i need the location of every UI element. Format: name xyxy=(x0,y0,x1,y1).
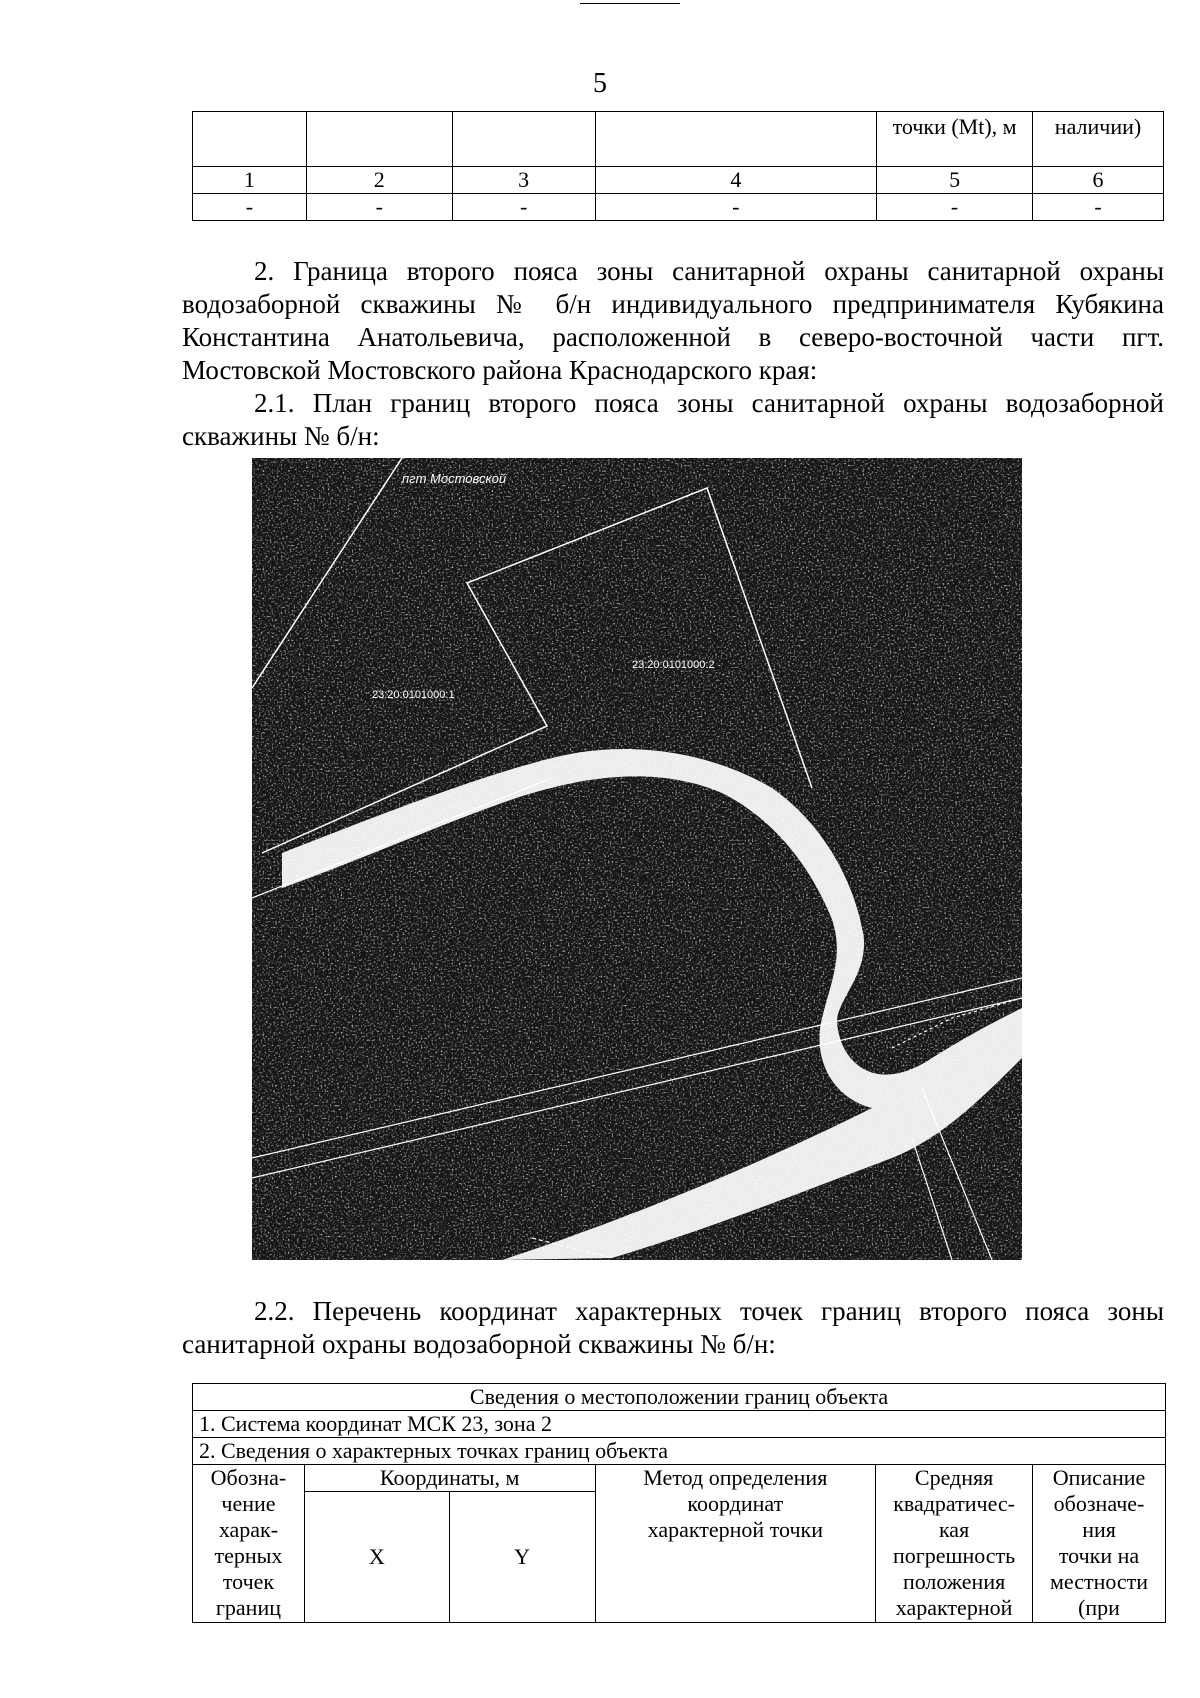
map-label: 23:20:0101000:1 xyxy=(372,689,455,701)
coordinate-system-row: 1. Система координат МСК 23, зона 2 xyxy=(193,1411,1166,1438)
table-row xyxy=(193,167,1164,194)
table-cell: - xyxy=(306,194,452,221)
table-row xyxy=(193,112,1164,167)
section-2-1-heading: 2.1. План границ второго пояса зоны санитарной охраны водозаборной скважины № б/н: xyxy=(182,388,1164,451)
column-header-y: Y xyxy=(449,1492,595,1623)
coordinates-table xyxy=(192,1383,1166,1623)
top-rule xyxy=(580,3,680,4)
table-cell: - xyxy=(452,194,595,221)
table-cell: точки (Mt), м xyxy=(877,112,1033,167)
table-cell xyxy=(595,112,877,167)
table-cell: 5 xyxy=(877,167,1033,194)
column-header-description: Описание обозначе- ния точки на местности (при xyxy=(1033,1465,1166,1623)
table-cell xyxy=(452,112,595,167)
map-label: 23:20:0101000:2 xyxy=(632,659,715,671)
column-header-method: Метод определения координат характерной точки xyxy=(595,1465,876,1623)
table-cell xyxy=(193,112,307,167)
table-cell: 6 xyxy=(1033,167,1164,194)
map-label: пгт Мостовской xyxy=(402,471,507,486)
page-number: 5 xyxy=(593,68,607,99)
section-2-paragraph: 2. Граница второго пояса зоны санитарной охраны санитарной охраны водозаборной скважины № б/н индивидуального предпринимателя Кубякина Константина Анатольевича, расположенной в северо-восточной части пгт. Мостовской Мостовского района Краснодарского края: xyxy=(182,256,1164,385)
table-cell: - xyxy=(877,194,1033,221)
table-row xyxy=(193,1465,1166,1492)
table-row xyxy=(193,194,1164,221)
table-title: Сведения о местоположении границ объекта xyxy=(193,1384,1166,1411)
section-2-2-heading: 2.2. Перечень координат характерных точек границ второго пояса зоны санитарной охраны водозаборной скважины № б/н: xyxy=(182,1296,1164,1359)
column-header-x: X xyxy=(304,1492,449,1623)
table-cell: 3 xyxy=(452,167,595,194)
table-cell: 1 xyxy=(193,167,307,194)
points-table-continuation xyxy=(192,111,1164,221)
table-cell: - xyxy=(1033,194,1164,221)
table-row xyxy=(193,1384,1166,1411)
table-cell: - xyxy=(595,194,877,221)
table-cell: наличии) xyxy=(1033,112,1164,167)
table-cell xyxy=(306,112,452,167)
column-header-error: Средняя квадратичес- кая погрешность положения характерной xyxy=(876,1465,1033,1623)
table-row xyxy=(193,1438,1166,1465)
column-header-designation: Обозна- чение харак- терных точек границ xyxy=(193,1465,305,1623)
column-header-coordinates: Координаты, м xyxy=(304,1465,595,1492)
table-cell: - xyxy=(193,194,307,221)
table-row xyxy=(193,1411,1166,1438)
points-heading-row: 2. Сведения о характерных точках границ объекта xyxy=(193,1438,1166,1465)
table-cell: 2 xyxy=(306,167,452,194)
table-cell: 4 xyxy=(595,167,877,194)
zone-map-image xyxy=(252,458,1022,1260)
